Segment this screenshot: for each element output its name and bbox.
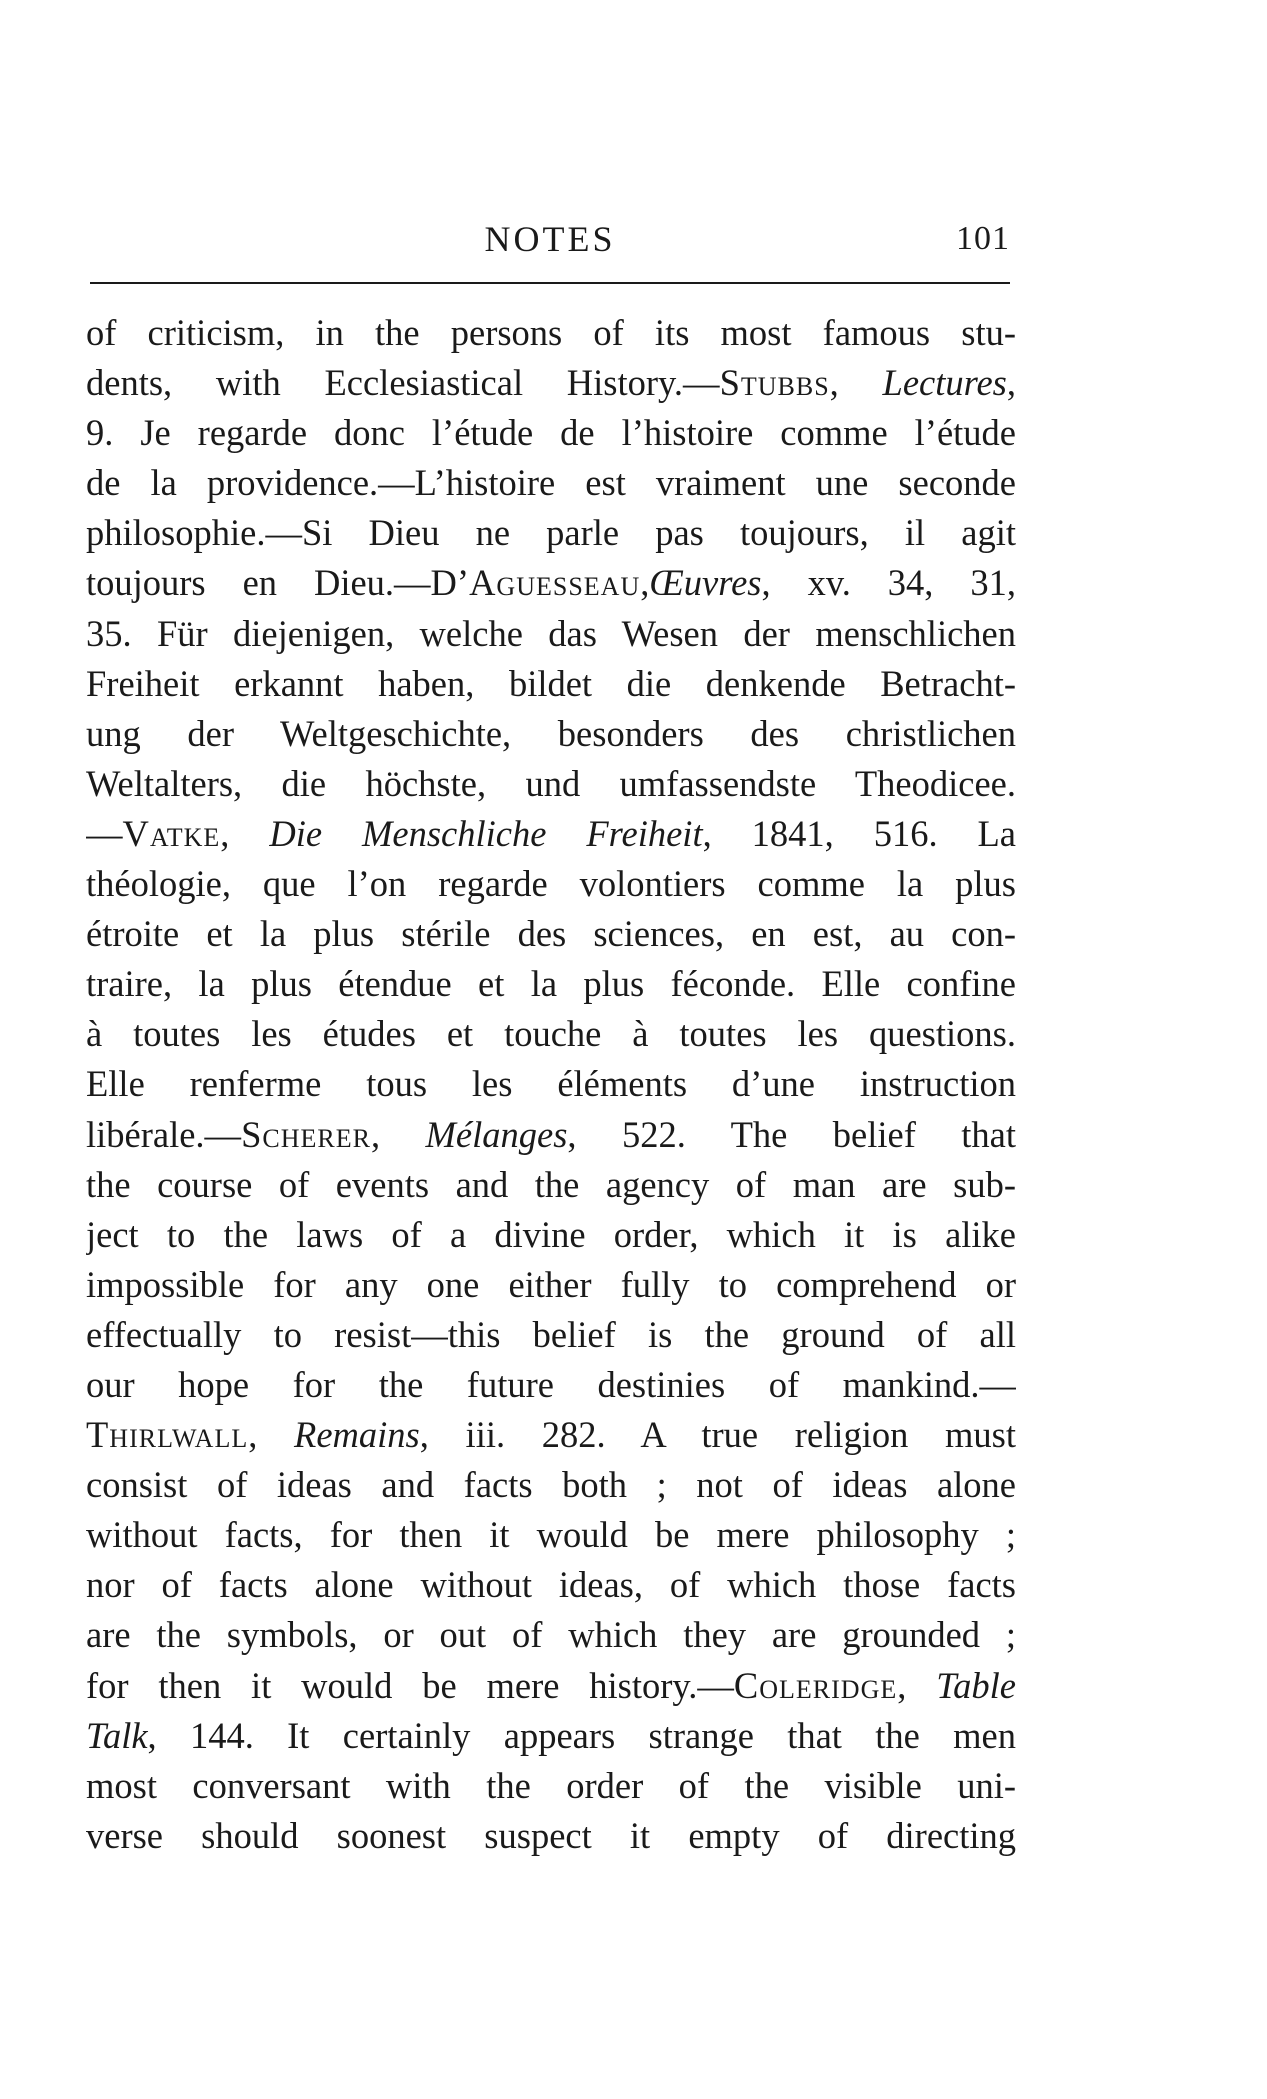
text-segment: Freiheit erkannt haben, bildet die denkende Betracht-: [86, 662, 1016, 704]
text-segment: étroite et la plus stérile des sciences, en est, au con-: [86, 913, 1016, 955]
text-line: [86, 1560, 1016, 1610]
work-title: Œuvres: [649, 562, 762, 604]
text-segment: , iii. 282. A true religion must: [419, 1414, 1016, 1456]
text-segment: the course of events and the agency of man are sub-: [86, 1163, 1016, 1205]
text-segment: —: [86, 812, 123, 854]
text-line: [86, 709, 1016, 759]
text-segment: , xv. 34, 31,: [761, 562, 1016, 604]
text-line: [86, 1410, 1016, 1460]
work-title: Table: [936, 1664, 1016, 1706]
text-segment: , 144. It certainly appears strange that the men: [147, 1714, 1016, 1756]
text-segment: nor of facts alone without ideas, of which those facts: [86, 1564, 1016, 1606]
work-title: Lectures: [882, 362, 1007, 404]
page-number: 101: [956, 220, 1010, 257]
author-name: Stubbs: [719, 362, 830, 404]
text-segment: Weltalters, die höchste, und umfassendste Theodicee.: [86, 762, 1016, 804]
text-line: [86, 909, 1016, 959]
text-line: [86, 1260, 1016, 1310]
text-line: [86, 408, 1016, 458]
work-title: Talk: [86, 1714, 148, 1756]
text-line: [86, 358, 1016, 408]
text-line: [86, 959, 1016, 1009]
text-segment: ject to the laws of a divine order, which it is alike: [86, 1213, 1016, 1255]
work-title: Mélanges: [425, 1113, 568, 1155]
text-segment: ,: [370, 1113, 426, 1155]
text-line: [86, 1711, 1016, 1761]
work-title: Die Menschliche Freiheit: [269, 812, 703, 854]
notes-body: [86, 308, 1016, 1861]
text-segment: ,: [220, 812, 270, 854]
text-line: [86, 558, 1016, 608]
text-segment: ,: [829, 362, 883, 404]
text-segment: ,: [248, 1414, 295, 1456]
text-line: [86, 759, 1016, 809]
text-line: [86, 508, 1016, 558]
text-segment: libérale.—: [86, 1113, 242, 1155]
text-segment: effectually to resist—this belief is the ground of all: [86, 1313, 1016, 1355]
author-name: Thirlwall: [86, 1414, 249, 1456]
text-line: [86, 1059, 1016, 1109]
text-line: [86, 1761, 1016, 1811]
header-rule: [90, 282, 1010, 284]
text-segment: consist of ideas and facts both ; not of ideas alone: [86, 1464, 1016, 1506]
text-line: [86, 1009, 1016, 1059]
text-segment: ,: [897, 1664, 937, 1706]
text-segment: , 1841, 516. La: [702, 812, 1016, 854]
text-line: [86, 1310, 1016, 1360]
text-segment: are the symbols, or out of which they are grounded ;: [86, 1614, 1016, 1656]
text-line: [86, 1360, 1016, 1410]
text-segment: théologie, que l’on regarde volontiers comme la plus: [86, 863, 1016, 905]
text-line: [86, 1460, 1016, 1510]
text-segment: de la providence.—L’histoire est vraiment une seconde: [86, 462, 1016, 504]
text-segment: traire, la plus étendue et la plus féconde. Elle confine: [86, 963, 1016, 1005]
author-name: Aguesseau: [469, 562, 641, 604]
text-line: [86, 1110, 1016, 1160]
text-line: [86, 1210, 1016, 1260]
text-segment: 35. Für diejenigen, welche das Wesen der menschlichen: [86, 612, 1016, 654]
running-head: [90, 218, 1010, 268]
author-name: Coleridge: [733, 1664, 898, 1706]
text-segment: impossible for any one either fully to comprehend or: [86, 1263, 1016, 1305]
text-line: [86, 859, 1016, 909]
text-line: [86, 1510, 1016, 1560]
text-segment: ,: [640, 562, 650, 604]
text-line: [86, 659, 1016, 709]
text-line: [86, 458, 1016, 508]
author-name: Scherer: [241, 1113, 371, 1155]
work-title: Remains: [294, 1414, 420, 1456]
text-segment: Elle renferme tous les éléments d’une instruction: [86, 1063, 1016, 1105]
text-segment: 9. Je regarde donc l’étude de l’histoire comme l’étude: [86, 412, 1016, 454]
text-segment: ,: [1006, 362, 1016, 404]
text-line: [86, 1610, 1016, 1660]
text-line: [86, 609, 1016, 659]
text-segment: without facts, for then it would be mere philosophy ;: [86, 1514, 1016, 1556]
text-segment: philosophie.—Si Dieu ne parle pas toujours, il agit: [86, 512, 1016, 554]
text-segment: for then it would be mere history.—: [86, 1664, 734, 1706]
text-segment: à toutes les études et touche à toutes les questions.: [86, 1013, 1016, 1055]
author-name: Vatke: [122, 812, 221, 854]
text-line: [86, 809, 1016, 859]
text-line: [86, 1811, 1016, 1861]
page-title: NOTES: [484, 219, 616, 259]
text-segment: , 522. The belief that: [567, 1113, 1016, 1155]
text-segment: most conversant with the order of the visible uni-: [86, 1764, 1016, 1806]
text-segment: of criticism, in the persons of its most famous stu-: [86, 312, 1016, 353]
text-segment: our hope for the future destinies of mankind.—: [86, 1363, 1016, 1405]
text-line: [86, 1160, 1016, 1210]
text-line: [86, 1661, 1016, 1711]
text-segment: toujours en Dieu.—D’: [86, 562, 470, 604]
text-segment: ung der Weltgeschichte, besonders des christlichen: [86, 712, 1016, 754]
text-segment: dents, with Ecclesiastical History.—: [86, 362, 720, 404]
text-line: [86, 308, 1016, 358]
text-segment: verse should soonest suspect it empty of directing: [86, 1814, 1016, 1856]
